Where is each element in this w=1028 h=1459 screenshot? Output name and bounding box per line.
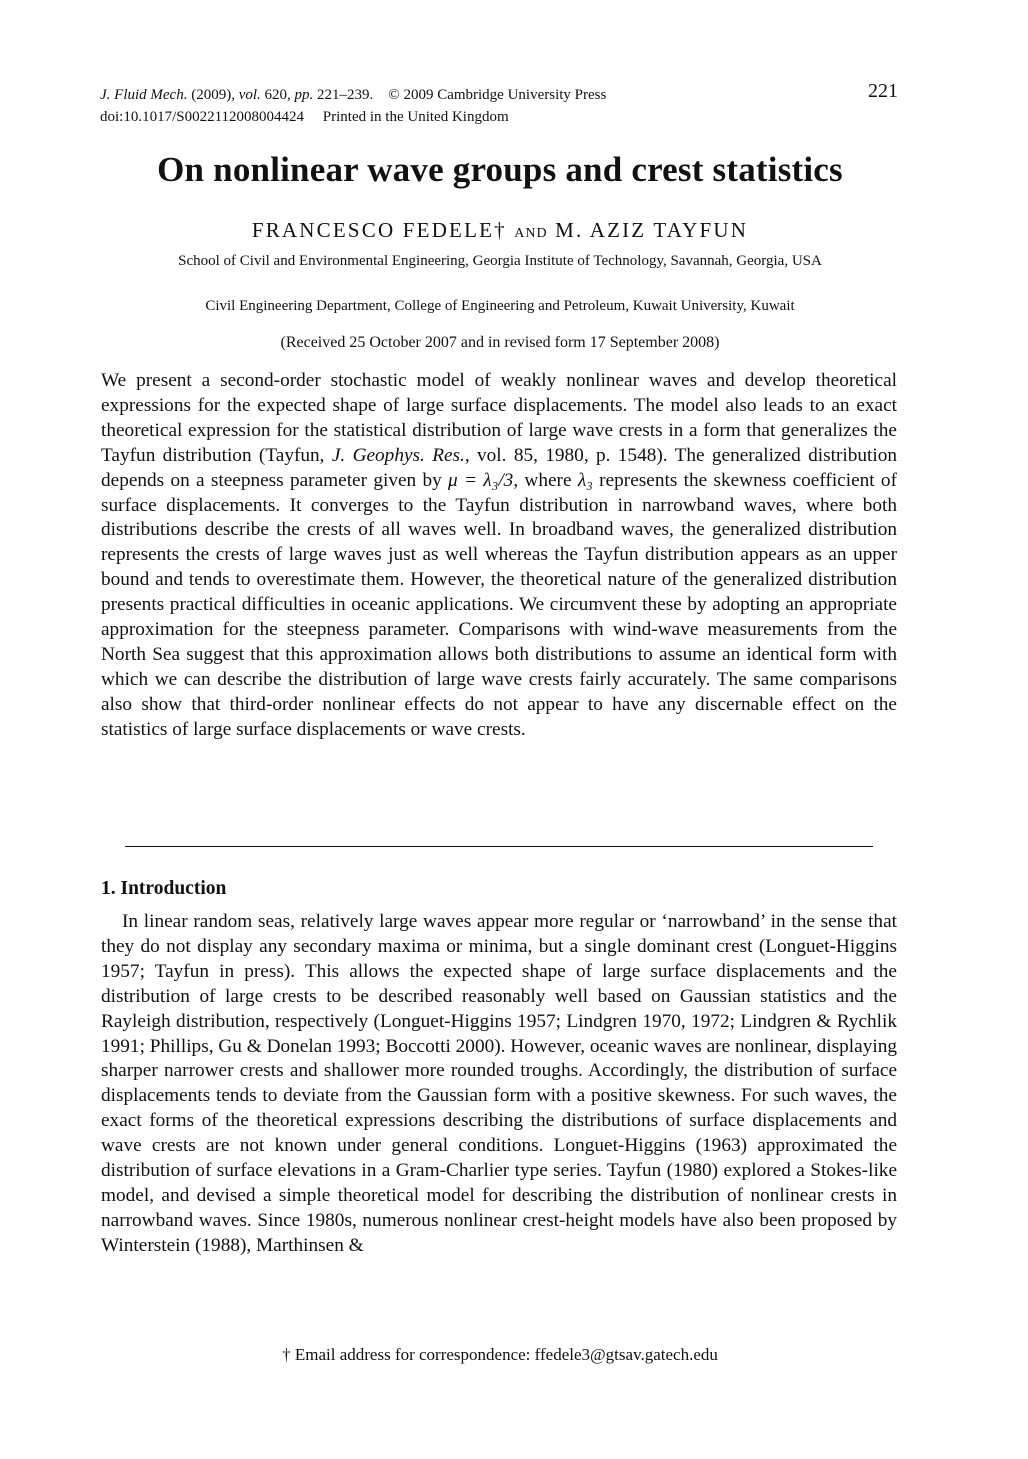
abstract [101,369,897,743]
correspondence-footnote: † Email address for correspondence: ffedele3@gtsav.gatech.edu [282,1345,718,1364]
abstract-text-3: , where [513,469,578,491]
introduction-paragraph: In linear random seas, relatively large waves appear more regular or ‘narrowband’ in the sense that they do not display any secondary maxima or minima, but a single dominant crest (Longuet-Higgins 1957; Tayfun in press). This allows the expected shape of large surface displacements and the distribution of large crests to be described reasonably well based on Gaussian statistics and the Rayleigh distribution, respectively (Longuet-Higgins 1957; Lindgren 1970, 1972; Lindgren & Rychlik 1991; Phillips, Gu & Donelan 1993; Boccotti 2000). However, oceanic waves are nonlinear, displaying sharper narrower crests and shallower more rounded troughs. Accordingly, the distribution of surface displacements tends to deviate from the Gaussian form with a positive skewness. For such waves, the exact forms of the theoretical expressions describing the distributions of surface displacements and wave crests are not known under general conditions. Longuet-Higgins (1963) approximated the distribution of surface elevations in a Gram-Charlier type series. Tayfun (1980) explored a Stokes-like model, and devised a simple theoretical model for describing the distribution of nonlinear crests in narrowband waves. Since 1980s, numerous nonlinear crest-height models have also been proposed by Winterstein (1988), Marthinsen & [101,911,897,1256]
abstract-text-2: , vol. 85, 1980, p. 1548). The generalized distribution depends on a steepness parameter given by [101,444,897,491]
section-heading-introduction: 1. Introduction [101,878,227,899]
formula-mu: μ = λ₃/3 [448,469,514,491]
journal-name: J. Fluid Mech. [100,87,188,103]
doi: doi:10.1017/S0022112008004424 [100,109,305,125]
author-1: FRANCESCO FEDELE† [251,218,507,242]
abstract-divider [125,846,873,847]
paper-title: On nonlinear wave groups and crest statistics [157,150,843,189]
received-dates: (Received 25 October 2007 and in revised form 17 September 2008) [280,334,720,351]
affiliation-2: Civil Engineering Department, College of Engineering and Petroleum, Kuwait University, Kuwait [205,298,795,314]
journal-pages: 221–239. [317,87,374,103]
abstract-text-1: We present a second-order stochastic model of weakly nonlinear waves and develop theoretical expressions for the expected shape of large surface displacements. The model also leads to an exact theoretical expression for the statistical distribution of large wave crests in a form that generalizes the Tayfun distribution (Tayfun, [101,370,897,466]
journal-volume: 620, [264,87,291,103]
author-2: M. AZIZ TAYFUN [555,218,749,242]
pp-label: pp. [294,87,314,103]
vol-label: vol. [238,87,261,103]
author-conjunction: AND [514,226,548,241]
printed-notice: Printed in the United Kingdom [322,109,509,125]
abstract-journal-ref: J. Geophys. Res. [331,444,465,466]
page-number: 221 [868,80,898,102]
doi-line [100,106,606,128]
affiliation-1: School of Civil and Environmental Engineering, Georgia Institute of Technology, Savannah, Georgia, USA [178,253,822,269]
author-line [0,218,1000,243]
abstract-text-4: represents the skewness coefficient of surface displacements. It converges to the Tayfun distribution in narrowband waves, where both distributions describe the crests of all waves well. In broadband waves, the generalized distribution represents the crests of large waves just as well whereas the Tayfun distribution appears as an upper bound and tends to overestimate them. However, the theoretical nature of the generalized distribution presents practical difficulties in oceanic applications. We circumvent these by adopting an appropriate approximation for the steepness parameter. Comparisons with wind-wave measurements from the North Sea suggest that this approximation allows both distributions to assume an identical form with which we can describe the distribution of large wave crests fairly accurately. The same comparisons also show that third-order nonlinear effects do not appear to have any discernable effect on the statistics of large surface displacements or wave crests. [101,469,897,740]
citation-line [100,84,606,106]
copyright-notice: © 2009 Cambridge University Press [388,87,607,103]
journal-year: (2009), [191,87,235,103]
journal-header [100,84,606,128]
formula-lambda: λ₃ [577,469,593,491]
